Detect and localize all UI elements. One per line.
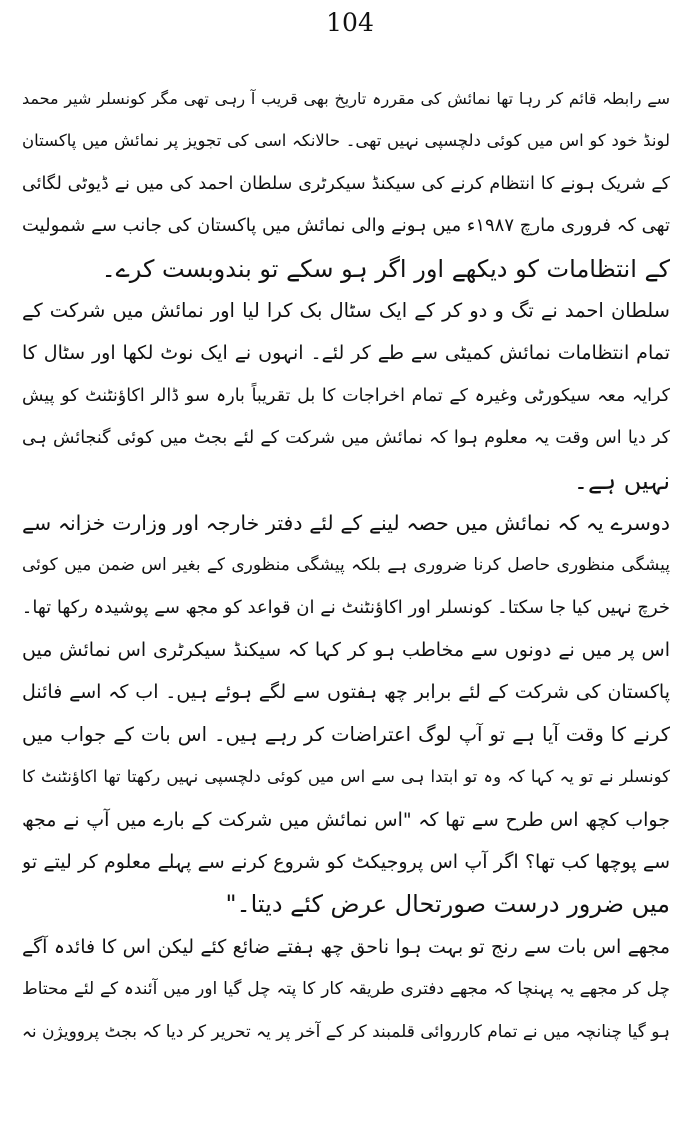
text-line: میں ضرور درست صورتحال عرض کئے دیتا۔" <box>225 890 670 919</box>
text-line: کے انتظامات کو دیکھے اور اگر ہو سکے تو بندوبست کرے۔ <box>101 254 670 283</box>
text-body <box>22 78 670 1053</box>
text-line: نہیں ہے۔ <box>573 466 670 495</box>
text-line: دوسرے یہ کہ نمائش میں حصہ لینے کے لئے دفتر خارجہ اور وزارت خزانہ سے <box>22 510 670 535</box>
text-line: کر دیا اس وقت یہ معلوم ہوا کہ نمائش میں شرکت کے لئے بجٹ میں کوئی گنجائش ہی <box>22 428 670 449</box>
text-line: سلطان احمد نے تگ و دو کر کے ایک سٹال بک کرا لیا اور نمائش میں شرکت کے <box>22 298 670 322</box>
page-number: 104 <box>326 8 374 37</box>
text-line: تھی کہ فروری مارچ ۱۹۸۷ء میں ہونے والی نمائش میں پاکستان کی جانب سے شمولیت <box>22 215 670 237</box>
text-line: کونسلر نے تو یہ کہا کہ وہ تو ابتدا ہی سے اس میں کوئی دلچسپی نہیں رکھتا تھا اکاؤنٹنٹ کا <box>22 767 670 787</box>
text-line: کرایہ معہ سیکورٹی وغیرہ کے تمام اخراجات کا بل تقریباً بارہ سو ڈالر اکاؤنٹنٹ کو پیش <box>22 385 670 406</box>
text-line: سے پوچھا کب تھا؟ اگر آپ اس پروجیکٹ کو شروع کرنے سے پہلے معلوم کر لیتے تو <box>22 851 670 874</box>
text-line: پاکستان کی شرکت کے لئے برابر چھ ہفتوں سے لگے ہوئے ہیں۔ اب کہ اسے فائنل <box>22 681 670 704</box>
text-line: چل کر مجھے یہ پہنچا کہ مجھے دفتری طریقہ کار کا پتہ چل گیا اور میں آئندہ کے لئے محتاط <box>22 979 670 1000</box>
text-line: جواب کچھ اس طرح سے تھا کہ "اس نمائش میں شرکت کے بارے میں آپ نے مجھ <box>22 808 670 831</box>
text-line: مجھے اس بات سے رنج تو بہت ہوا ناحق چھ ہفتے ضائع کئے لیکن اس کا فائدہ آگے <box>22 935 670 958</box>
text-line: سے رابطہ قائم کر رہا تھا نمائش کی مقررہ تاریخ بھی قریب آ رہی تھی مگر کونسلر شیر محمد <box>22 89 670 108</box>
text-line: کرنے کا وقت آیا ہے تو آپ لوگ اعتراضات کر رہے ہیں۔ اس بات کے جواب میں <box>22 722 670 746</box>
text-line: تمام انتظامات نمائش کمیٹی سے طے کر لئے۔ انہوں نے ایک نوٹ لکھا اور سٹال کا <box>22 342 670 365</box>
text-line: لونڈ خود کو اس میں کوئی دلچسپی نہیں تھی۔ حالانکہ اسی کی تجویز پر نمائش میں پاکستان <box>22 131 670 151</box>
text-line: خرچ نہیں کیا جا سکتا۔ کونسلر اور اکاؤنٹنٹ نے ان قواعد کو مجھ سے پوشیدہ رکھا تھا۔ <box>22 596 670 618</box>
text-line: اس پر میں نے دونوں سے مخاطب ہو کر کہا کہ سیکنڈ سیکرٹری اس نمائش میں <box>22 639 670 662</box>
text-line: ہو گیا چنانچہ میں نے تمام کارروائی قلمبند کر کے آخر پر یہ تحریر کر دیا کہ بجٹ پروویژن نہ <box>22 1021 670 1042</box>
text-line: کے شریک ہونے کا انتظام کرنے کی سیکنڈ سیکرٹری سلطان احمد کی میں نے ڈیوٹی لگائی <box>22 173 670 194</box>
text-line: پیشگی منظوری حاصل کرنا ضروری ہے بلکہ پیشگی منظوری کے بغیر اس ضمن میں کوئی <box>22 555 670 576</box>
